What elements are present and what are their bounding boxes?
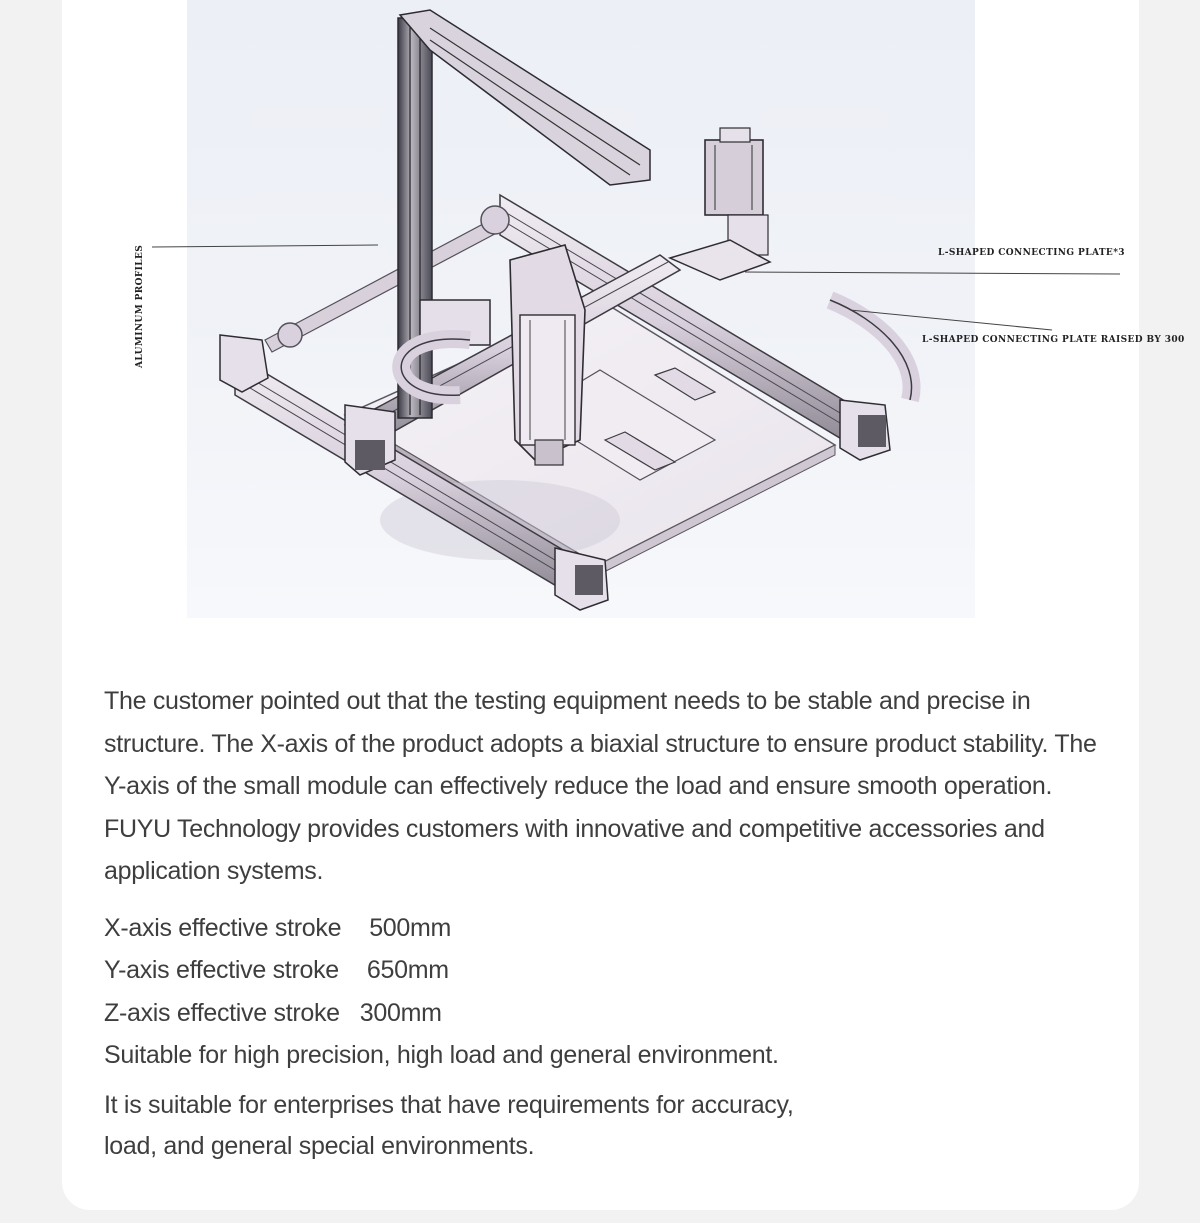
servo-motor [705, 128, 768, 255]
description-section [104, 680, 1124, 1167]
spec-y-axis [104, 949, 1124, 992]
spec-value: 650mm [366, 956, 449, 984]
spec-label: X-axis effective stroke [104, 913, 342, 942]
description-paragraph: The customer pointed out that the testing equipment needs to be stable and precise in structure. The X-axis of the product adopts a biaxial structure to ensure product stability. The Y-axis of the small module can effectively reduce the load and ensure smooth operation. FUYU Technology provides customers with innovative and competitive accessories and application systems. [104, 687, 1097, 885]
spec-z-axis [104, 992, 1124, 1035]
callout-aluminum-profiles: ALUMINUM PROFILES [135, 244, 145, 368]
callout-l-shaped-plate-raised: L-SHAPED CONNECTING PLATE RAISED BY 300 [922, 335, 1185, 345]
enterprise-line-1: It is suitable for enterprises that have requirements for accuracy, [104, 1090, 794, 1119]
spec-label: Y-axis effective stroke [104, 956, 339, 984]
spec-label: Z-axis effective stroke [104, 998, 340, 1027]
enterprise-note [104, 1085, 1124, 1167]
spec-list [104, 907, 1124, 1077]
enterprise-line-2: load, and general special environments. [104, 1131, 535, 1160]
suitability-line: Suitable for high precision, high load and general environment. [104, 1041, 779, 1069]
callout-l-shaped-plate: L-SHAPED CONNECTING PLATE*3 [938, 248, 1125, 258]
spec-x-axis [104, 907, 1124, 950]
spec-value: 300mm [359, 998, 442, 1027]
spec-value: 500mm [369, 913, 452, 942]
